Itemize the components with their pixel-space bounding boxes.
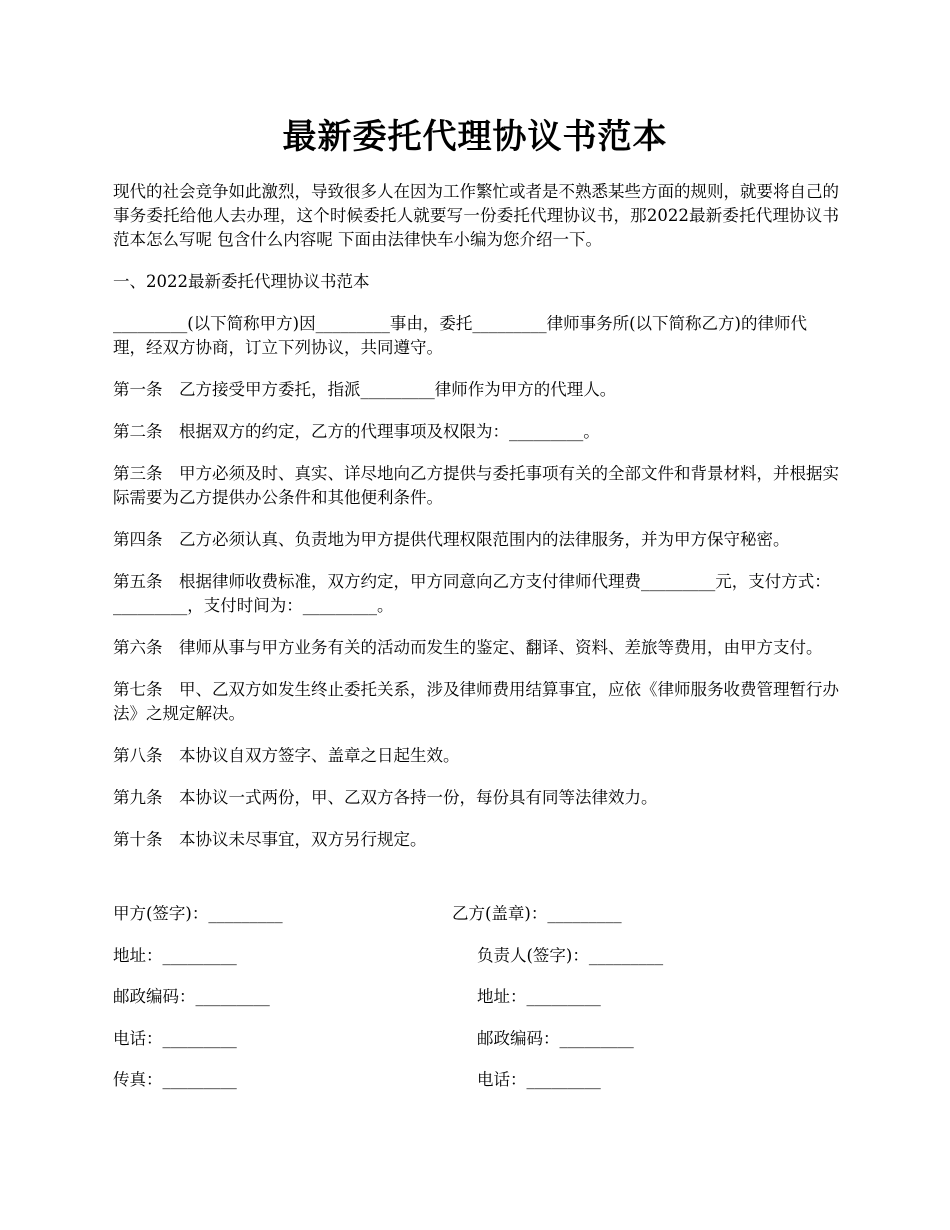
article-5: 第五条 根据律师收费标准，双方约定，甲方同意向乙方支付律师代理费_________元，支付方式：_________，支付时间为：_________。 [113,572,831,615]
article-4: 第四条 乙方必须认真、负责地为甲方提供代理权限范围内的法律服务，并为甲方保守秘密。 [113,530,790,549]
party-a-phone: 电话：_________ [113,1029,237,1048]
article-10: 第十条 本协议未尽事宜，双方另行规定。 [113,830,427,849]
document-body [113,180,839,870]
article-1: 第一条 乙方接受甲方委托，指派_________律师作为甲方的代理人。 [113,380,617,399]
section-heading: 一、2022最新委托代理协议书范本 [113,272,370,291]
article-9: 第九条 本协议一式两份，甲、乙双方各持一份，每份具有同等法律效力。 [113,788,658,807]
party-b-address: 地址：_________ [477,987,601,1006]
intro-paragraph: 现代的社会竞争如此激烈，导致很多人在因为工作繁忙或者是不熟悉某些方面的规则，就要将自己的事务委托给他人去办理，这个时候委托人就要写一份委托代理协议书，那2022最新委托代理协议书范本怎么写呢 包含什么内容呢 下面由法律快车小编为您介绍一下。 [113,182,839,249]
page-title: 最新委托代理协议书范本 [282,117,668,157]
article-8: 第八条 本协议自双方签字、盖章之日起生效。 [113,746,460,765]
party-b-postal-code: 邮政编码：_________ [477,1029,634,1048]
party-a-fax: 传真：_________ [113,1070,237,1089]
party-a-postal-code: 邮政编码：_________ [113,987,270,1006]
article-3: 第三条 甲方必须及时、真实、详尽地向乙方提供与委托事项有关的全部文件和背景材料，并根据实际需要为乙方提供办公条件和其他便利条件。 [113,464,839,507]
party-a-address: 地址：_________ [113,946,237,965]
party-b-seal: 乙方(盖章)：_________ [452,904,622,923]
article-2: 第二条 根据双方的约定，乙方的代理事项及权限为：_________。 [113,422,600,441]
party-a-signature: 甲方(签字)：_________ [113,904,283,923]
preamble-paragraph: _________(以下简称甲方)因_________事由，委托_________律师事务所(以下简称乙方)的律师代理，经双方协商，订立下列协议，共同遵守。 [113,314,807,357]
article-7: 第七条 甲、乙双方如发生终止委托关系，涉及律师费用结算事宜，应依《律师服务收费管理暂行办法》之规定解决。 [113,680,839,723]
article-6: 第六条 律师从事与甲方业务有关的活动而发生的鉴定、翻译、资料、差旅等费用，由甲方支付。 [113,638,823,657]
party-b-representative-signature: 负责人(签字)：_________ [477,946,664,965]
party-b-phone: 电话：_________ [477,1070,601,1089]
